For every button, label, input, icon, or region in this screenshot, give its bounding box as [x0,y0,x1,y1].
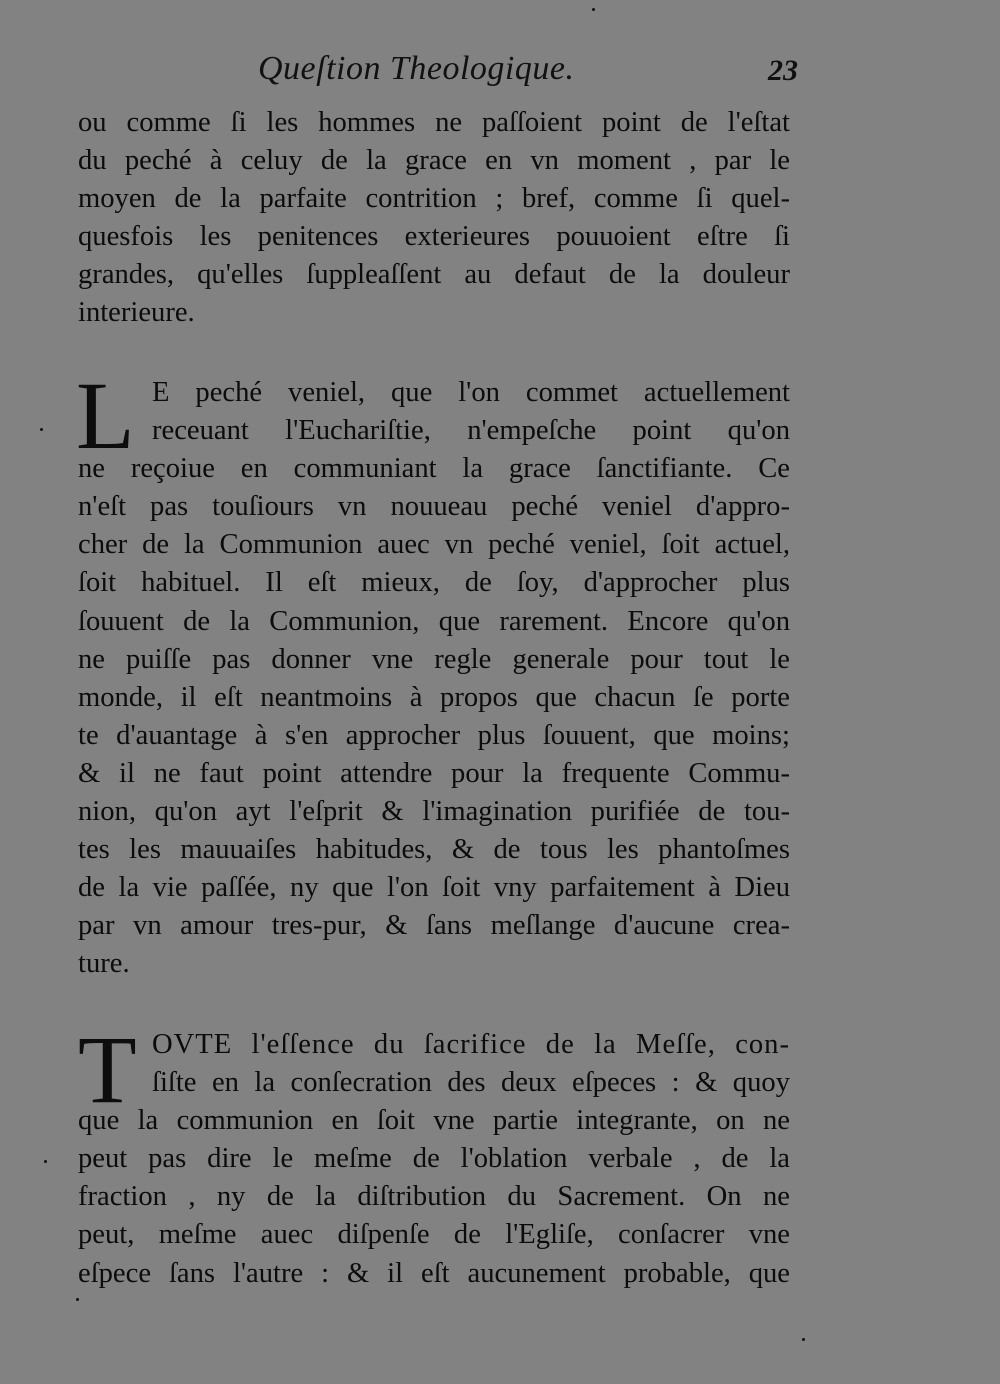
text-line: moyen de la parfaite contrition ; bref, comme ſi quel- [78,183,790,215]
text-line: ne puiſſe pas donner vne regle generale pour tout le [78,643,790,675]
text-line: ture. [78,948,130,980]
text-line: te d'auantage à s'en approcher plus ſouuent, que moins; [78,719,790,751]
text-line: ou comme ſi les hommes ne paſſoient point de l'eſtat [78,107,790,138]
text-line: cher de la Communion auec vn peché veniel, ſoit actuel, [78,529,790,561]
text-line: quesfois les penitences exterieures pouuoient eſtre ſi [78,221,790,253]
text-line: peut, meſme auec diſpenſe de l'Egliſe, conſacrer vne [78,1219,790,1251]
text-line: tes les mauuaiſes habitudes, & de tous les phantoſmes [78,834,790,866]
text-line: ne reçoiue en communiant la grace ſanctifiante. Ce [78,453,790,485]
text-line: receuant l'Euchariſtie, n'empeſche point qu'on [152,415,790,447]
text-line: par vn amour tres-pur, & ſans meſlange d'aucune crea- [78,910,790,942]
text-line: eſpece ſans l'autre : & il eſt aucunement probable, que [78,1257,790,1289]
drop-cap-T: T [78,1016,137,1123]
ink-speck [40,428,43,431]
text-line: monde, il eſt neantmoins à propos que chacun ſe porte [78,681,790,713]
text-line: nion, qu'on ayt l'eſprit & l'imagination purifiée de tou- [78,796,790,828]
paragraph-continuation [78,104,790,333]
text-line: de la vie paſſée, ny que l'on ſoit vny parfaitement à Dieu [78,872,790,904]
ink-speck [592,8,595,11]
text-line: E peché veniel, que l'on commet actuellement [152,377,790,408]
paragraph-sacrifice-messe [78,1026,790,1293]
paragraph-peche-veniel [78,374,790,984]
ink-speck [802,1338,805,1341]
text-line: OVTE l'eſſence du ſacrifice de la Meſſe, con- [152,1029,790,1060]
text-line: interieure. [78,297,195,329]
text-line: ſouuent de la Communion, que rarement. Encore qu'on [78,605,790,637]
text-line: & il ne faut point attendre pour la frequente Commu- [78,757,790,789]
text-line: fraction , ny de la diſtribution du Sacrement. On ne [78,1181,790,1213]
drop-cap-L: L [76,362,135,469]
text-line: que la communion en ſoit vne partie integrante, on ne [78,1105,790,1137]
ink-speck [44,1160,47,1163]
text-line: peut pas dire le meſme de l'oblation verbale , de la [78,1143,790,1175]
text-line: ſoit habituel. Il eſt mieux, de ſoy, d'approcher plus [78,567,790,599]
page-header [258,50,798,96]
text-line: n'eſt pas touſiours vn nouueau peché veniel d'appro- [78,491,790,523]
text-line: grandes, qu'elles ſuppleaſſent au defaut de la douleur [78,259,790,291]
running-title: Queſtion Theologique. [258,50,575,87]
text-line: du peché à celuy de la grace en vn moment , par le [78,145,790,177]
text-line: ſiſte en la conſecration des deux eſpeces : & quoy [152,1067,790,1099]
ink-speck [76,1298,79,1301]
page-number: 23 [768,54,798,87]
